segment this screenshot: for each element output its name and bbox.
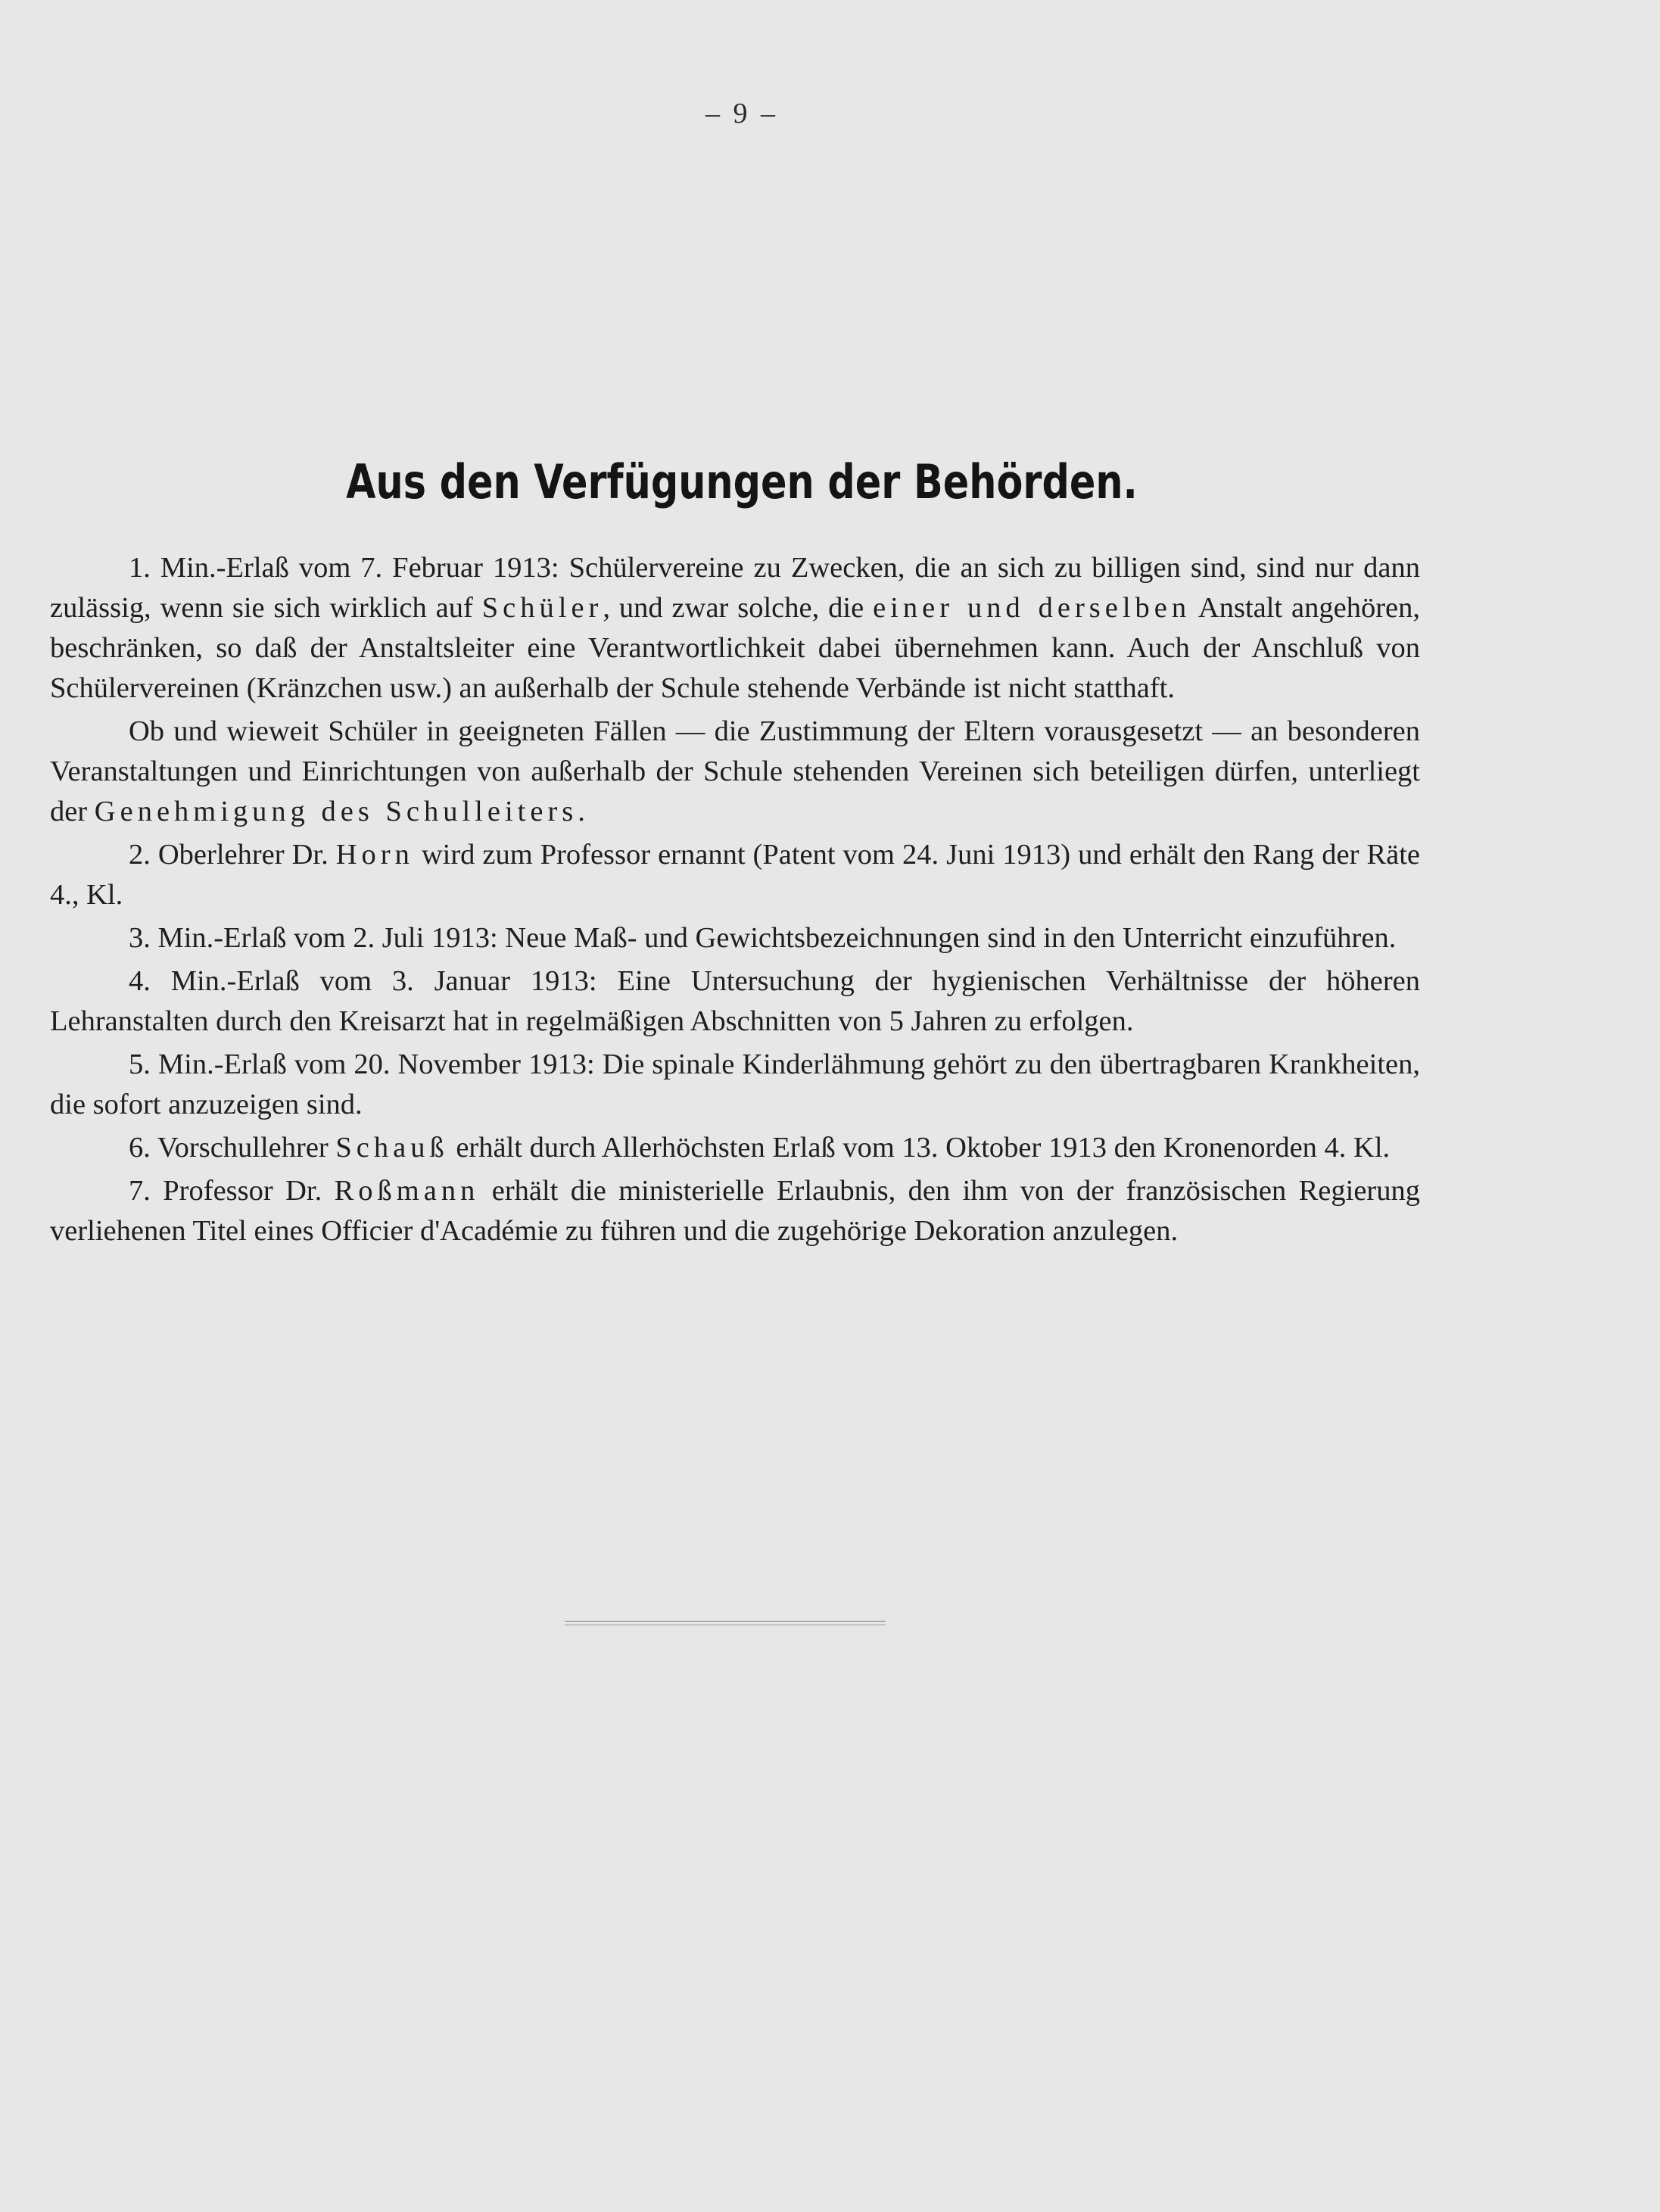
spaced-text: Roßmann bbox=[334, 1175, 480, 1207]
paragraph-item-4 bbox=[50, 961, 1420, 1042]
text-run: Ob und wieweit Schüler in geeigneten Fällen — die Zustimmung der Eltern vorausgesetzt — an besonderen Veranstaltungen und Einrichtungen von außerhalb der Schule stehenden Vereinen sich beteiligen dürfen, unterliegt der bbox=[50, 715, 1420, 827]
paragraph-item-6 bbox=[50, 1128, 1420, 1168]
paragraph-item-1-continued bbox=[50, 712, 1420, 832]
text-run: 4. Min.-Erlaß vom 3. Januar 1913: Eine Untersuchung der hygienischen Verhältnisse der höheren Lehranstalten durch den Kreisarzt hat in regelmäßigen Abschnitten von 5 Jahren zu erfolgen. bbox=[50, 965, 1420, 1037]
text-run: 2. Oberlehrer Dr. bbox=[129, 839, 336, 871]
paragraph-item-1 bbox=[50, 548, 1420, 709]
text-run: erhält die ministerielle Erlaubnis, den ihm von der französischen Regierung verliehenen Titel eines Officier d'Académie zu führen und die zugehörige Dekoration anzulegen. bbox=[50, 1175, 1421, 1247]
paragraph-item-2 bbox=[50, 835, 1420, 915]
text-run: 5. Min.-Erlaß vom 20. November 1913: Die spinale Kinderlähmung gehört zu den übertragbaren Krankheiten, die sofort anzuzeigen sind. bbox=[50, 1048, 1420, 1120]
text-run: Anstalt angehören, beschränken, so daß der Anstaltsleiter eine Verantwortlichkeit dabei übernehmen kann. Auch der Anschluß von Schülervereinen (Kränzchen usw.) an außerhalb der Schule stehende Verbände ist nicht statthaft. bbox=[50, 592, 1420, 704]
document-body bbox=[50, 548, 1420, 1251]
paragraph-item-3 bbox=[50, 918, 1420, 958]
spaced-text: einer und derselben bbox=[873, 592, 1191, 624]
text-run: 1. Min.-Erlaß vom 7. Februar 1913: Schülervereine zu Zwecken, die an sich zu billigen sind, sind nur dann zulässig, wenn sie sich wirklich auf bbox=[50, 552, 1420, 624]
text-run: 6. Vorschullehrer bbox=[129, 1132, 336, 1164]
spaced-text: Schauß bbox=[335, 1132, 449, 1164]
paragraph-item-5 bbox=[50, 1045, 1420, 1125]
spaced-text: Genehmigung des Schulleiters bbox=[94, 796, 578, 827]
paragraph-item-7 bbox=[50, 1171, 1420, 1251]
spaced-text: Schüler bbox=[481, 592, 603, 624]
page-number: – 9 – bbox=[705, 98, 778, 129]
text-run: . bbox=[578, 796, 585, 827]
text-run: erhält durch Allerhöchsten Erlaß vom 13. Oktober 1913 den Kronenorden 4. Kl. bbox=[448, 1132, 1391, 1164]
closing-rule bbox=[565, 1621, 886, 1625]
text-run: , und zwar solche, die bbox=[603, 592, 874, 624]
spaced-text: Horn bbox=[335, 839, 414, 871]
text-run: 7. Professor Dr. bbox=[129, 1175, 335, 1207]
section-heading: Aus den Verfügungen der Behörden. bbox=[346, 454, 1138, 509]
text-run: wird zum Professor ernannt (Patent vom 24. Juni 1913) und erhält den Rang der Räte 4., Kl. bbox=[50, 839, 1420, 911]
text-run: 3. Min.-Erlaß vom 2. Juli 1913: Neue Maß- und Gewichtsbezeichnungen sind in den Unterricht einzuführen. bbox=[129, 922, 1397, 954]
